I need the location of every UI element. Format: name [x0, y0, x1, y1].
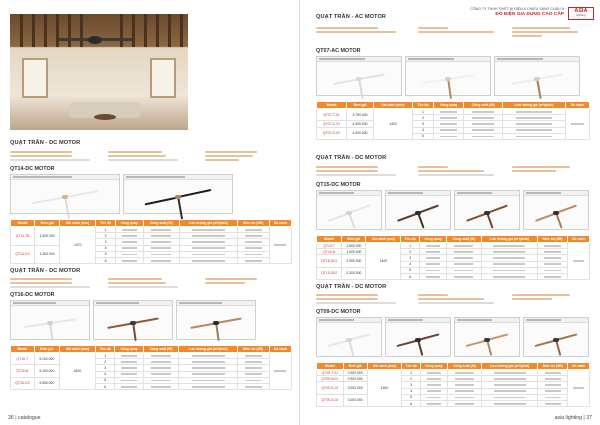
- col-header: Tốc độ: [95, 346, 115, 353]
- col-header: Model: [11, 346, 35, 353]
- fan-thumbnail: [494, 56, 580, 96]
- price-cell: 4.300.000: [35, 245, 60, 264]
- spec-bullets: [205, 276, 257, 286]
- span-cell: 1600: [59, 353, 95, 390]
- qt16-spec-table: [10, 345, 292, 390]
- col-header: Đơn giá: [35, 220, 60, 227]
- spec-bullets: [316, 25, 396, 35]
- spec-bullets: [108, 276, 178, 290]
- price-cell: 2.800.000: [342, 243, 366, 249]
- col-header: Công suất (W): [143, 220, 179, 227]
- col-header: Model: [317, 236, 342, 243]
- section-title-dc-motor: QUẠT TRẦN - DC MOTOR: [10, 268, 81, 274]
- section-title-dc-motor: QUẠT TRẦN - DC MOTOR: [10, 140, 81, 146]
- model-cell: QT15-N: [317, 249, 342, 255]
- price-cell: 4.400.000: [347, 127, 374, 139]
- col-header: Mức ồn (dB): [537, 236, 568, 243]
- col-header: Số cánh: [568, 236, 590, 243]
- col-header: Tốc độ: [401, 236, 420, 243]
- col-header: Model: [11, 220, 35, 227]
- speed-cell: 3: [402, 382, 421, 388]
- price-cell: 4.300.000: [35, 227, 60, 246]
- price-cell: 3.000.000: [343, 382, 367, 394]
- col-header: Vòng quay: [115, 346, 143, 353]
- spec-bullets: [316, 164, 396, 178]
- col-header: Công suất (W): [447, 363, 481, 370]
- right-page: [300, 0, 600, 425]
- col-header: Vòng quay: [420, 236, 447, 243]
- speed-cell: 1: [96, 227, 115, 233]
- col-header: Tốc độ: [402, 363, 421, 370]
- qt14-thumbnails: [10, 174, 233, 214]
- page-footer: 36 | catalogue: [8, 415, 41, 421]
- living-room-photo: [10, 14, 188, 130]
- fan-thumbnail: [176, 300, 256, 340]
- speed-cell: 6: [402, 400, 421, 406]
- speed-cell: 4: [402, 388, 421, 394]
- col-header: Đơn giá: [34, 346, 59, 353]
- col-header: Sải cánh (mm): [60, 220, 96, 227]
- col-header: Tốc độ: [96, 220, 115, 227]
- fan-thumbnail: [454, 317, 520, 357]
- spec-bullets: [418, 164, 494, 178]
- col-header: Công suất (W): [464, 102, 503, 109]
- price-cell: 3.000.000: [343, 394, 367, 406]
- speed-cell: 2: [96, 233, 115, 239]
- qt09-thumbnails: [316, 317, 589, 357]
- model-cell: QT09-G-02: [317, 394, 344, 406]
- col-header: Đơn giá: [347, 102, 374, 109]
- fan-thumbnail: [10, 300, 90, 340]
- col-header: Số cánh: [269, 346, 291, 353]
- speed-cell: 2: [95, 359, 115, 365]
- spec-bullets: [316, 292, 396, 306]
- model-cell: QT14-TB: [11, 227, 35, 246]
- speed-cell: 1: [402, 370, 421, 376]
- company-name: CÔNG TY TNHH THIẾT BỊ ĐIỆN & CHIẾU SÁNG CHÂU Á: [470, 7, 564, 12]
- model-title-qt16: QT16-DC MOTOR: [10, 292, 55, 298]
- col-header: Công suất (W): [447, 236, 482, 243]
- model-cell: QT16-N: [11, 365, 35, 377]
- page-footer: asia lighting | 37: [554, 415, 592, 421]
- speed-cell: 2: [402, 376, 421, 382]
- model-cell: QT09-N-01: [317, 376, 344, 382]
- qt07-spec-table: [316, 101, 590, 140]
- col-header: Model: [317, 102, 347, 109]
- speed-cell: 5: [412, 133, 433, 139]
- fan-thumbnail: [316, 190, 382, 230]
- col-header: Sải cánh (mm): [59, 346, 95, 353]
- col-header: Model: [317, 363, 344, 370]
- col-header: Số cánh: [269, 220, 291, 227]
- speed-cell: 3: [412, 121, 433, 127]
- col-header: Số cánh: [565, 102, 589, 109]
- speed-cell: 6: [95, 383, 115, 389]
- fan-thumbnail: [385, 317, 451, 357]
- span-cell: 1400: [373, 109, 412, 140]
- col-header: Lưu lượng gió (m³/phút): [503, 102, 566, 109]
- col-header: Lưu lượng gió (m³/phút): [179, 346, 237, 353]
- price-cell: 3.750.000: [347, 109, 374, 121]
- model-title-qt07: QT07-AC MOTOR: [316, 48, 361, 54]
- col-header: Đơn giá: [342, 236, 366, 243]
- model-cell: QT07-G-01: [317, 121, 347, 127]
- fan-thumbnail: [123, 174, 233, 214]
- col-header: Vòng quay: [434, 102, 464, 109]
- section-title-ac-motor: QUẠT TRẦN - AC MOTOR: [316, 14, 387, 20]
- col-header: Lưu lượng gió (m³/phút): [482, 363, 538, 370]
- page-header: [470, 4, 594, 22]
- fan-thumbnail: [523, 190, 589, 230]
- col-header: Lưu lượng gió (m³/phút): [179, 220, 237, 227]
- price-cell: 3.100.000: [34, 353, 59, 365]
- speed-cell: 3: [95, 365, 115, 371]
- model-cell: QT09-G-01: [317, 382, 344, 394]
- col-header: Số cánh: [568, 363, 590, 370]
- span-cell: 1400: [366, 243, 401, 280]
- speed-cell: 6: [96, 257, 115, 263]
- col-header: Mức ồn (dB): [237, 220, 269, 227]
- model-cell: QT15-G01: [317, 255, 342, 267]
- speed-cell: 6: [401, 273, 420, 279]
- price-cell: 2.900.000: [343, 376, 367, 382]
- price-cell: 2.900.000: [343, 370, 367, 376]
- spec-bullets: [418, 25, 494, 35]
- speed-cell: 4: [96, 245, 115, 251]
- fan-thumbnail: [316, 56, 402, 96]
- model-title-qt15: QT15-DC MOTOR: [316, 182, 361, 188]
- col-header: Sải cánh (mm): [366, 236, 401, 243]
- spec-bullets: [10, 149, 90, 163]
- spec-bullets: [512, 164, 570, 174]
- speed-cell: 5: [401, 267, 420, 273]
- speed-cell: 2: [412, 115, 433, 121]
- span-cell: 1300: [367, 370, 402, 407]
- fan-thumbnail: [316, 317, 382, 357]
- model-title-qt09: QT09-DC MOTOR: [316, 309, 361, 315]
- model-cell: QT15-G02: [317, 267, 342, 279]
- asia-lighting-logo: ASIA lighting: [568, 7, 594, 20]
- price-cell: 3.500.000: [34, 377, 59, 389]
- qt15-spec-table: [316, 235, 590, 280]
- speed-cell: 1: [401, 243, 420, 249]
- col-header: Sải cánh (mm): [373, 102, 412, 109]
- model-cell: QT15-T: [317, 243, 342, 249]
- speed-cell: 4: [412, 127, 433, 133]
- speed-cell: 5: [402, 394, 421, 400]
- model-cell: QT16-T: [11, 353, 35, 365]
- qt14-spec-table: [10, 219, 292, 264]
- model-cell: QT07-G-02: [317, 127, 347, 139]
- spec-bullets: [512, 292, 570, 302]
- col-header: Vòng quay: [115, 220, 143, 227]
- qt15-thumbnails: [316, 190, 589, 230]
- speed-cell: 5: [95, 377, 115, 383]
- col-header: Đơn giá: [343, 363, 367, 370]
- qt16-thumbnails: [10, 300, 256, 340]
- model-cell: QT14-GV: [11, 245, 35, 264]
- speed-cell: 4: [401, 261, 420, 267]
- col-header: Mức ồn (dB): [237, 346, 269, 353]
- spec-bullets: [108, 149, 178, 163]
- qt09-spec-table: [316, 362, 590, 407]
- fan-thumbnail: [385, 190, 451, 230]
- model-cell: QT16-G3: [11, 377, 35, 389]
- fan-thumbnail: [10, 174, 120, 214]
- col-header: Lưu lượng gió (m³/phút): [481, 236, 537, 243]
- spec-bullets: [418, 292, 494, 306]
- price-cell: 3.300.000: [342, 267, 366, 279]
- model-title-qt14: QT14-DC MOTOR: [10, 166, 55, 172]
- company-slogan: ĐỒ ĐIỆN GIA DỤNG CAO CẤP: [495, 12, 564, 18]
- fan-thumbnail: [454, 190, 520, 230]
- spec-bullets: [10, 276, 90, 290]
- speed-cell: 3: [401, 255, 420, 261]
- fan-thumbnail: [523, 317, 589, 357]
- col-header: Vòng quay: [420, 363, 447, 370]
- qt07-thumbnails: [316, 56, 580, 96]
- col-header: Mức ồn (dB): [538, 363, 568, 370]
- spec-bullets: [512, 25, 578, 39]
- price-cell: 4.300.000: [347, 121, 374, 127]
- col-header: Sải cánh (mm): [367, 363, 402, 370]
- model-cell: QT07-T-01: [317, 109, 347, 121]
- speed-cell: 2: [401, 249, 420, 255]
- spec-bullets: [205, 149, 257, 163]
- speed-cell: 1: [412, 109, 433, 115]
- span-cell: 1470: [60, 227, 96, 264]
- price-cell: 2.900.000: [342, 255, 366, 267]
- section-title-dc-motor: QUẠT TRẦN - DC MOTOR: [316, 155, 387, 161]
- col-header: Tốc độ: [412, 102, 433, 109]
- section-title-dc-motor: QUẠT TRẦN - DC MOTOR: [316, 284, 387, 290]
- speed-cell: 1: [95, 353, 115, 359]
- fan-thumbnail: [93, 300, 173, 340]
- col-header: Công suất (W): [143, 346, 179, 353]
- price-cell: 2.800.000: [342, 249, 366, 255]
- speed-cell: 3: [96, 239, 115, 245]
- model-cell: QT09-T-01: [317, 370, 344, 376]
- speed-cell: 4: [95, 371, 115, 377]
- price-cell: 3.400.000: [34, 365, 59, 377]
- speed-cell: 5: [96, 251, 115, 257]
- fan-thumbnail: [405, 56, 491, 96]
